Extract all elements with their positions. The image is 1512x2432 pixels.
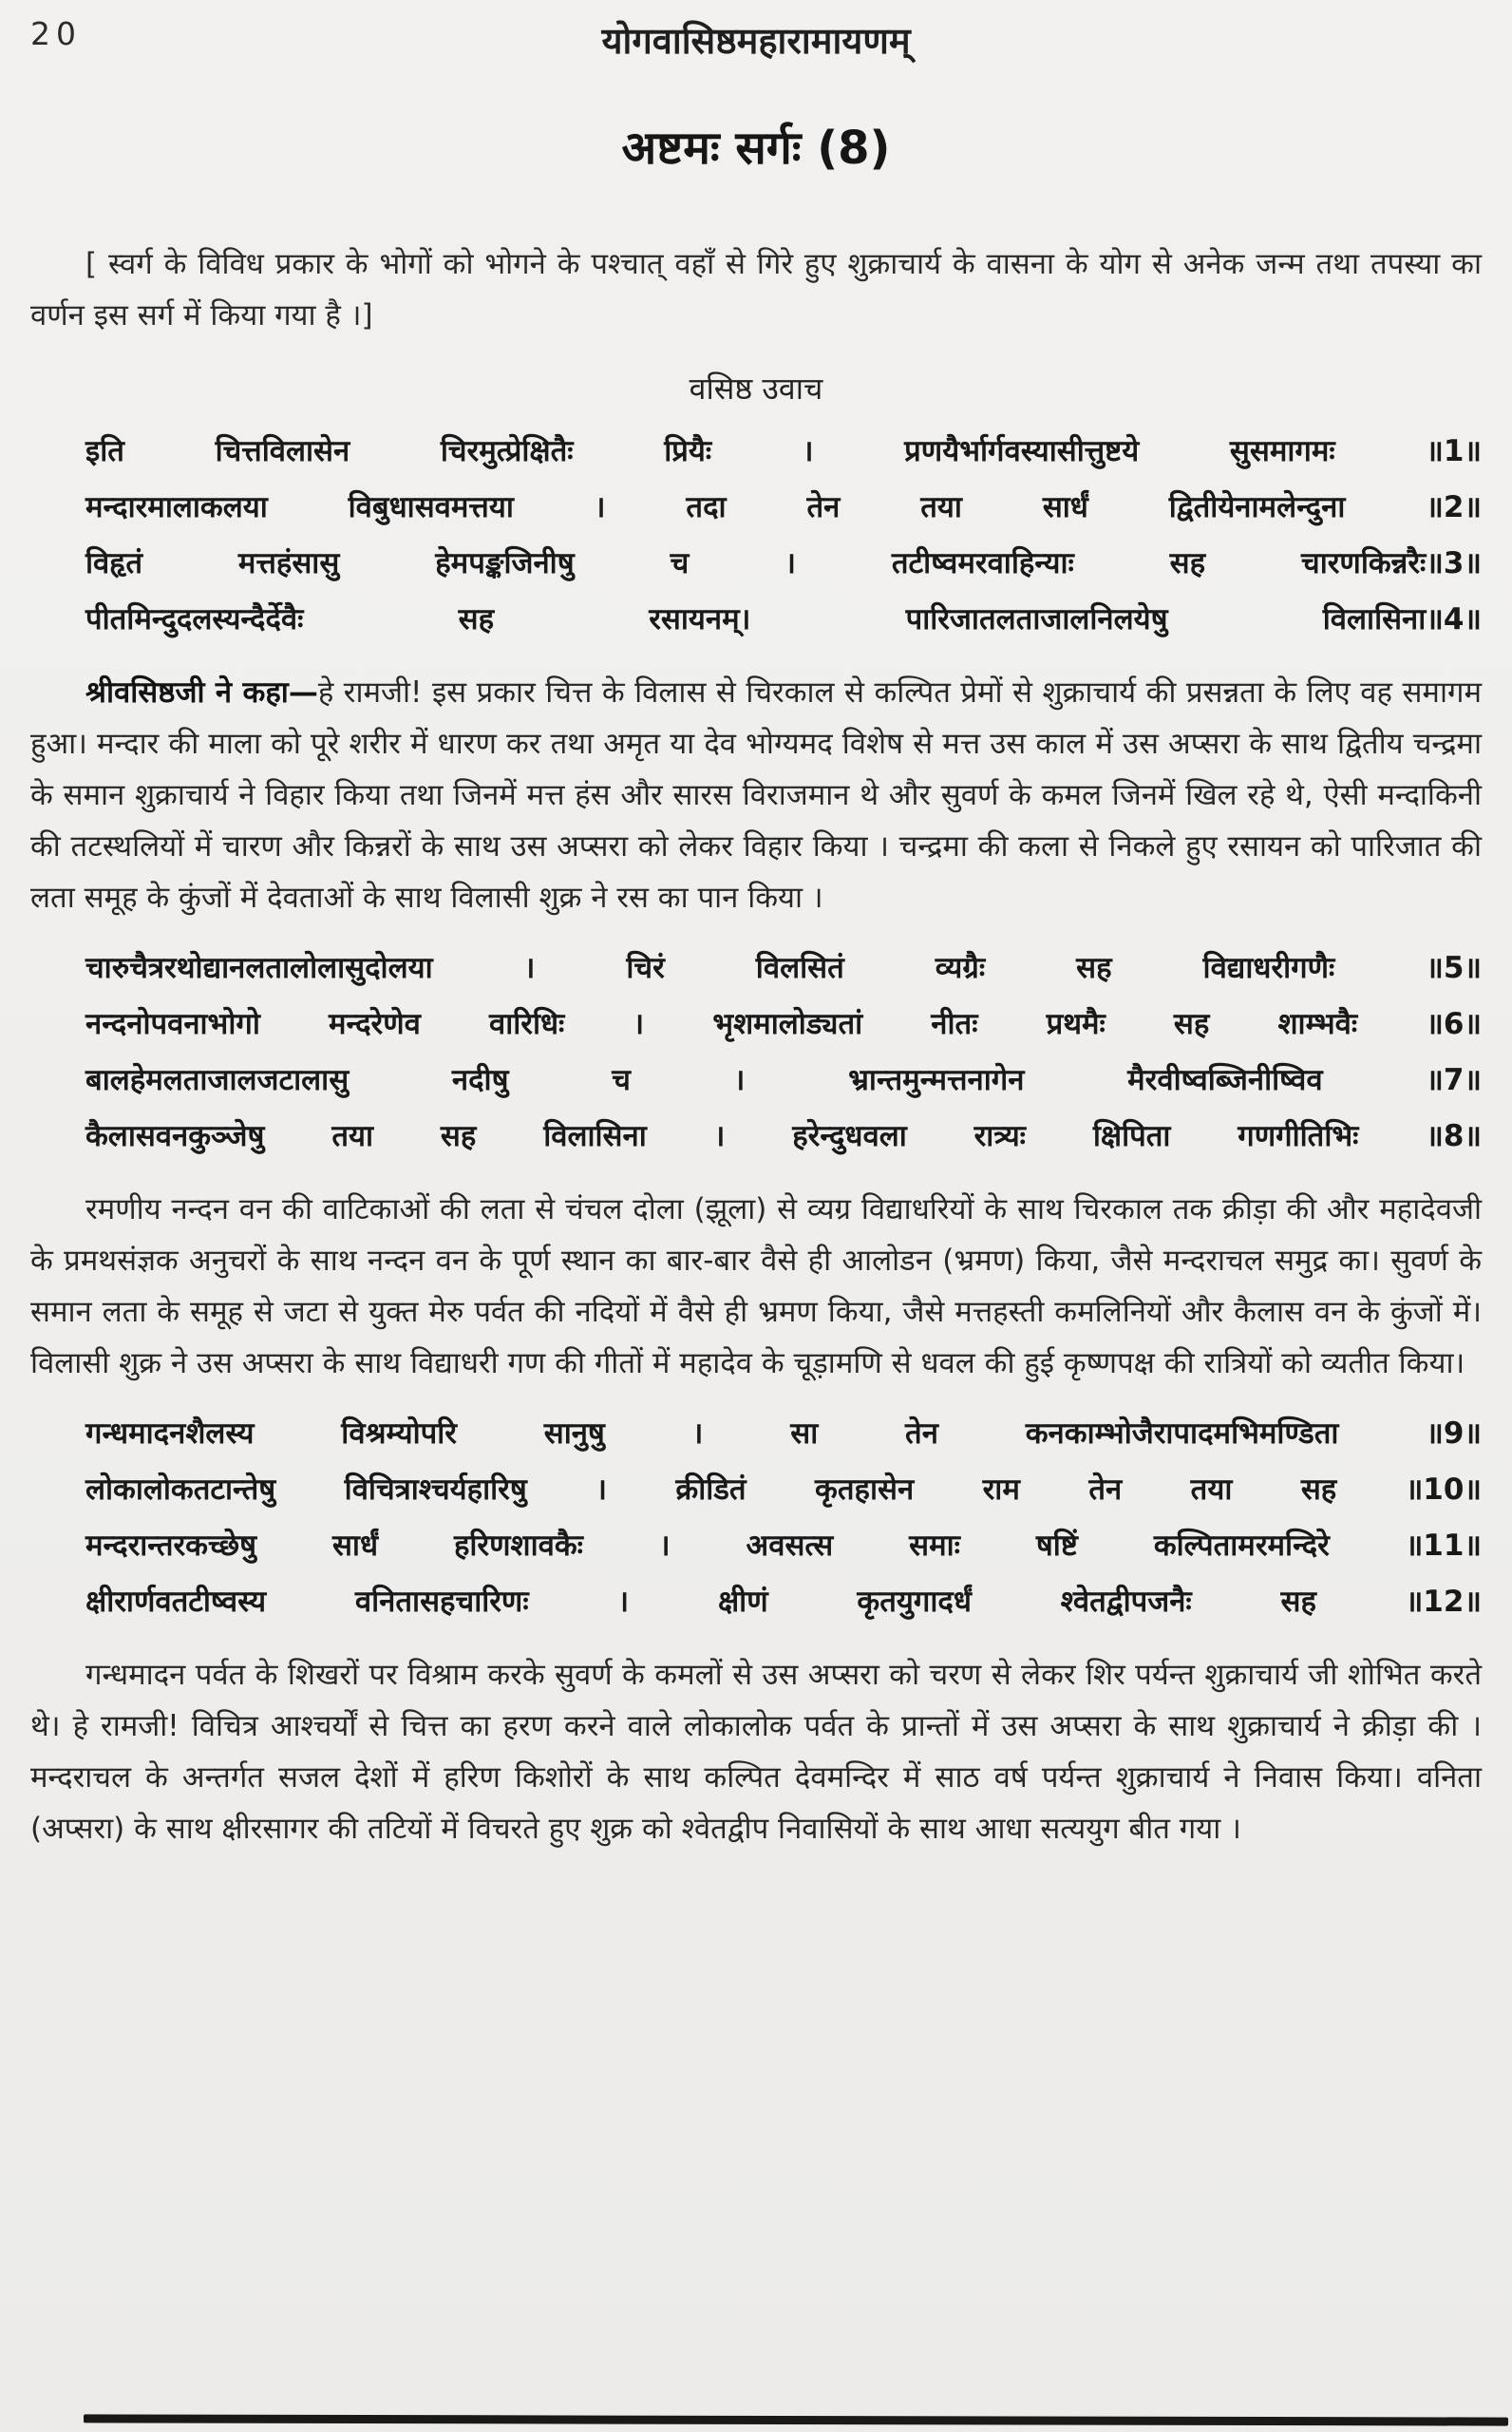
commentary-paragraph-1 [30,667,1482,923]
verse-line-10: लोकालोकतटान्तेषु विचित्राश्चर्यहारिषु । क्रीडितं कृतहासेन राम तेन तया सह ॥10॥ [85,1472,1482,1507]
speaker-heading: वसिष्ठ उवाच [689,370,823,407]
intro-note: [ स्वर्ग के विविध प्रकार के भोगों को भोगने के पश्चात् वहाँ से गिरे हुए शुक्राचार्य के वासना के योग से अनेक जन्म तथा तपस्या का वर्णन इस सर्ग में किया गया है ।] [30,247,1482,332]
verse-line-11: मन्दरान्तरकच्छेषु सार्धं हरिणशावकैः । अवसत्स समाः षष्टिं कल्पितामरमन्दिरे ॥11॥ [85,1529,1482,1563]
commentary-text-3: गन्धमादन पर्वत के शिखरों पर विश्राम करके सुवर्ण के कमलों से उस अप्सरा को चरण से लेकर शिर पर्यन्त शुक्राचार्य जी शोभित करते थे। हे रामजी! विचित्र आश्चर्यों से चित्त का हरण करने वाले लोकालोक पर्वत के प्रान्तों में उस अप्सरा के साथ शुक्राचार्य ने क्रीड़ा की । मन्दराचल के अन्तर्गत सजल देशों में हरिण किशोरों के साथ कल्पित देवमन्दिर में साठ वर्ष पर्यन्त शुक्राचार्य ने निवास किया। वनिता (अप्सरा) के साथ क्षीरसागर की तटियों में विचरते हुए शुक्र को श्वेतद्वीप निवासियों के साथ आधा सत्ययुग बीत गया । [30,1658,1482,1846]
running-title: योगवासिष्ठमहारामायणम् [601,20,911,62]
verse-line-5: चारुचैत्ररथोद्यानलतालोलासुदोलया । चिरं विलसितं व्यग्रैः सह विद्याधरीगणैः ॥5॥ [85,951,1482,985]
verse-line-7: बालहेमलताजालजटालासु नदीषु च । भ्रान्तमुन्मत्तनागेन मैरवीष्वब्जिनीष्विव ॥7॥ [85,1063,1482,1097]
scan-edge-line [84,2414,1508,2425]
verse-block-2 [85,940,1482,1165]
commentary-paragraph-3 [30,1649,1482,1854]
verse-line-3: विहृतं मत्तहंसासु हेमपङ्कजिनीषु च । तटीष्वमरवाहिन्याः सह चारणकिन्नरैः॥3॥ [85,546,1482,580]
commentary-paragraph-2 [30,1184,1482,1389]
page-header [30,15,1482,65]
verse-line-4: पीतमिन्दुदलस्यन्दैर्देवैः सह रसायनम्। पारिजातलताजालनिलयेषु विलासिना॥4॥ [85,602,1482,636]
verse-line-12: क्षीरार्णवतटीष्वस्य वनितासहचारिणः । क्षीणं कृतयुगादर्धं श्वेतद्वीपजनैः सह ॥12॥ [85,1585,1482,1619]
verse-line-1: इति चित्तविलासेन चिरमुत्प्रेक्षितैः प्रियैः । प्रणयैर्भार्गवस्यासीत्तुष्टये सुसमागमः ॥1॥ [85,434,1482,468]
verse-block-3 [85,1406,1482,1630]
verse-line-8: कैलासवनकुञ्जेषु तया सह विलासिना । हरेन्दुधवला रात्र्यः क्षिपिता गणगीतिभिः ॥8॥ [85,1119,1482,1153]
verse-line-9: गन्धमादनशैलस्य विश्रम्योपरि सानुषु । सा तेन कनकाम्भोजैरापादमभिमण्डिता ॥9॥ [85,1416,1482,1451]
verse-line-2: मन्दारमालाकलया विबुधासवमत्तया । तदा तेन तया सार्धं द्वितीयेनामलेन्दुना ॥2॥ [85,490,1482,524]
verse-line-6: नन्दनोपवनाभोगो मन्दरेणेव वारिधिः । भृशमालोड्यतां नीतः प्रथमैः सह शाम्भवैः ॥6॥ [85,1007,1482,1041]
chapter-heading: अष्टमः सर्गः (8) [621,122,891,175]
page-number: 20 [30,15,82,52]
verse-block-1 [85,424,1482,648]
commentary-text-1: हे रामजी! इस प्रकार चित्त के विलास से चिरकाल से कल्पित प्रेमों से शुक्राचार्य की प्रसन्नता के लिए वह समागम हुआ। मन्दार की माला को पूरे शरीर में धारण कर तथा अमृत या देव भोग्यमद विशेष से मत्त उस काल में उस अप्सरा के साथ द्वितीय चन्द्रमा के समान शुक्राचार्य ने विहार किया तथा जिनमें मत्त हंस और सारस विराजमान थे और सुवर्ण के कमल जिनमें खिल रहे थे, ऐसी मन्दाकिनी की तटस्थलियों में चारण और किन्नरों के साथ उस अप्सरा को लेकर विहार किया । चन्द्रमा की कला से निकले हुए रसायन को पारिजात की लता समूह के कुंजों में देवताओं के साथ विलासी शुक्र ने रस का पान किया । [30,675,1482,915]
speaker-lead: श्रीवसिष्ठजी ने कहा— [85,675,318,710]
commentary-text-2: रमणीय नन्दन वन की वाटिकाओं की लता से चंचल दोला (झूला) से व्यग्र विद्याधरियों के साथ चिरकाल तक क्रीड़ा की और महादेवजी के प्रमथसंज्ञक अनुचरों के साथ नन्दन वन के पूर्ण स्थान का बार-बार वैसे ही आलोडन (भ्रमण) किया, जैसे मन्दराचल समुद्र का। सुवर्ण के समान लता के समूह से जटा से युक्त मेरु पर्वत की नदियों में वैसे ही भ्रमण किया, जैसे मत्तहस्ती कमलिनियों और कैलास वन के कुंजों में। विलासी शुक्र ने उस अप्सरा के साथ विद्याधरी गण की गीतों में महादेव के चूड़ामणि से धवल की हुई कृष्णपक्ष की रात्रियों को व्यतीत किया। [30,1192,1482,1380]
